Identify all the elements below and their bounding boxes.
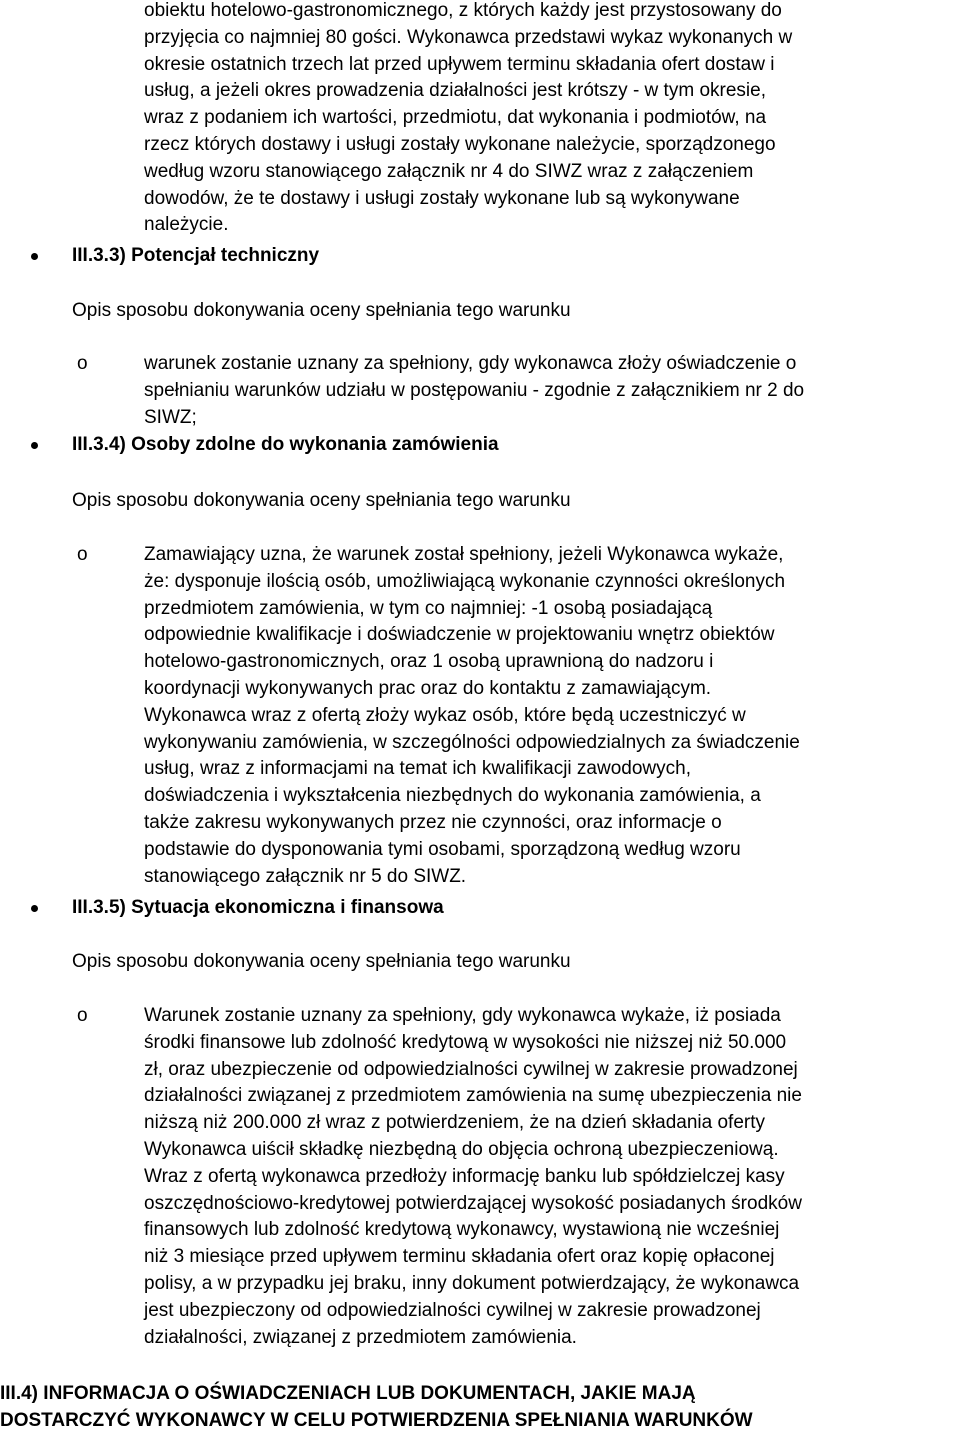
- text-line: że: dysponuje ilością osób, umożliwiającą wykonanie czynności określonych: [144, 570, 786, 592]
- bullet-icon: [31, 253, 38, 260]
- text-line: usług, wraz z informacjami na temat ich kwalifikacji zawodowych,: [144, 758, 691, 780]
- text-line: Zamawiający uzna, że warunek został spełniony, jeżeli Wykonawca wykaże,: [144, 544, 784, 565]
- text-line: przedmiotem zamówienia, w tym co najmniej: -1 osobą posiadającą: [144, 597, 713, 619]
- text-line: działalności związanej z przedmiotem zamówienia na sumę ubezpieczenia nie: [144, 1085, 802, 1107]
- bullet-icon: [31, 442, 38, 449]
- text-line: finansowych lub zdolność kredytową wykonawcy, wystawioną nie wcześniej: [144, 1219, 780, 1241]
- text-line: odpowiednie kwalifikacje i doświadczenie w projektowaniu wnętrz obiektów: [144, 624, 775, 646]
- text-line: warunek zostanie uznany za spełniony, gdy wykonawca złoży oświadczenie o: [144, 353, 797, 374]
- heading-line: III.4) INFORMACJA O OŚWIADCZENIACH LUB DOKUMENTACH, JAKIE MAJĄ: [0, 1383, 696, 1404]
- heading-line: DOSTARCZYĆ WYKONAWCY W CELU POTWIERDZENIA SPEŁNIANIA WARUNKÓW: [0, 1409, 753, 1431]
- intro-paragraph: [144, 0, 956, 239]
- text-line: doświadczenia i wykształcenia niezbędnych do wykonania zamówienia, a: [144, 785, 761, 807]
- text-line: niż 3 miesiące przed upływem terminu składania ofert oraz kopię opłaconej: [144, 1246, 775, 1268]
- text-line: polisy, a w przypadku jej braku, inny dokument potwierdzający, że wykonawca: [144, 1272, 800, 1294]
- text-line: Warunek zostanie uznany za spełniony, gdy wykonawca wykaże, iż posiada: [144, 1005, 781, 1026]
- text-line: rzecz których dostawy i usługi zostały wykonane należycie, sporządzonego: [144, 133, 776, 155]
- text-line: oszczędnościowo-kredytowej potwierdzającej wysokość posiadanych środków: [144, 1192, 802, 1214]
- text-line: okresie ostatnich trzech lat przed upływem terminu składania ofert dostaw i: [144, 53, 775, 75]
- condition-paragraph: [77, 542, 956, 890]
- text-line: należycie.: [144, 214, 229, 236]
- condition-paragraph: [77, 1003, 956, 1351]
- text-line: hotelowo-gastronomicznych, oraz 1 osobą uprawnioną do nadzoru i: [144, 651, 714, 673]
- text-line: podstawie do dysponowania tymi osobami, sporządzoną według wzoru: [144, 838, 741, 860]
- text-line: Wykonawca wraz z ofertą złoży wykaz osób, które będą uczestniczyć w: [144, 704, 746, 726]
- text-line: jest ubezpieczony od odpowiedzialności cywilnej w zakresie prowadzonej: [144, 1299, 761, 1321]
- bullet-icon: [31, 905, 38, 912]
- condition-paragraph: [77, 351, 956, 431]
- text-line: środki finansowe lub zdolność kredytową w wysokości nie niższej niż 50.000: [144, 1031, 787, 1053]
- section-heading-iii-3-5: [72, 895, 444, 922]
- section-heading-iii-3-3: [72, 243, 319, 270]
- text-line: usług, a jeżeli okres prowadzenia działalności jest krótszy - w tym okresie,: [144, 80, 766, 102]
- circle-bullet-icon: o: [77, 544, 88, 565]
- text-line: Wraz z ofertą wykonawca przedłoży informację banku lub spółdzielczej kasy: [144, 1165, 785, 1187]
- description-label: Opis sposobu dokonywania oceny spełniania tego warunku: [72, 490, 571, 511]
- text-line: według wzoru stanowiącego załącznik nr 4 do SIWZ wraz z załączeniem: [144, 160, 754, 182]
- circle-bullet-icon: o: [77, 353, 88, 374]
- text-line: obiektu hotelowo-gastronomicznego, z których każdy jest przystosowany do: [144, 0, 782, 21]
- text-line: stanowiącego załącznik nr 5 do SIWZ.: [144, 865, 467, 887]
- text-line: koordynacji wykonywanych prac oraz do kontaktu z zamawiającym.: [144, 677, 712, 699]
- text-line: SIWZ;: [144, 406, 197, 428]
- text-line: wraz z podaniem ich wartości, przedmiotu, dat wykonania i podmiotów, na: [144, 107, 767, 129]
- text-line: wykonywaniu zamówienia, w szczególności odpowiedzialnych za świadczenie: [144, 731, 800, 753]
- text-line: niższą niż 200.000 zł wraz z potwierdzeniem, że na dzień składania oferty: [144, 1112, 765, 1134]
- description-label: Opis sposobu dokonywania oceny spełniania tego warunku: [72, 951, 571, 972]
- section-heading-iii-3-4: [72, 432, 499, 459]
- heading-text: III.3.4) Osoby zdolne do wykonania zamówienia: [72, 434, 499, 455]
- text-line: spełnianiu warunków udziału w postępowaniu - zgodnie z załącznikiem nr 2 do: [144, 379, 805, 401]
- description-label: Opis sposobu dokonywania oceny spełniania tego warunku: [72, 300, 571, 321]
- section-heading-iii-4: [0, 1381, 753, 1435]
- text-line: zł, oraz ubezpieczenie od odpowiedzialności cywilnej w zakresie prowadzonej: [144, 1058, 798, 1080]
- heading-text: III.3.3) Potencjał techniczny: [72, 245, 320, 266]
- text-line: także zakresu wykonywanych przez nie czynności, oraz informacje o: [144, 811, 722, 833]
- text-line: Wykonawca uiścił składkę niezbędną do objęcia ochroną ubezpieczeniową.: [144, 1138, 779, 1160]
- text-line: przyjęcia co najmniej 80 gości. Wykonawca przedstawi wykaz wykonanych w: [144, 26, 793, 48]
- heading-text: III.3.5) Sytuacja ekonomiczna i finansowa: [72, 897, 444, 918]
- text-line: działalności, związanej z przedmiotem zamówienia.: [144, 1326, 577, 1348]
- circle-bullet-icon: o: [77, 1005, 88, 1026]
- text-line: dowodów, że te dostawy i usługi zostały wykonane lub są wykonywane: [144, 187, 740, 209]
